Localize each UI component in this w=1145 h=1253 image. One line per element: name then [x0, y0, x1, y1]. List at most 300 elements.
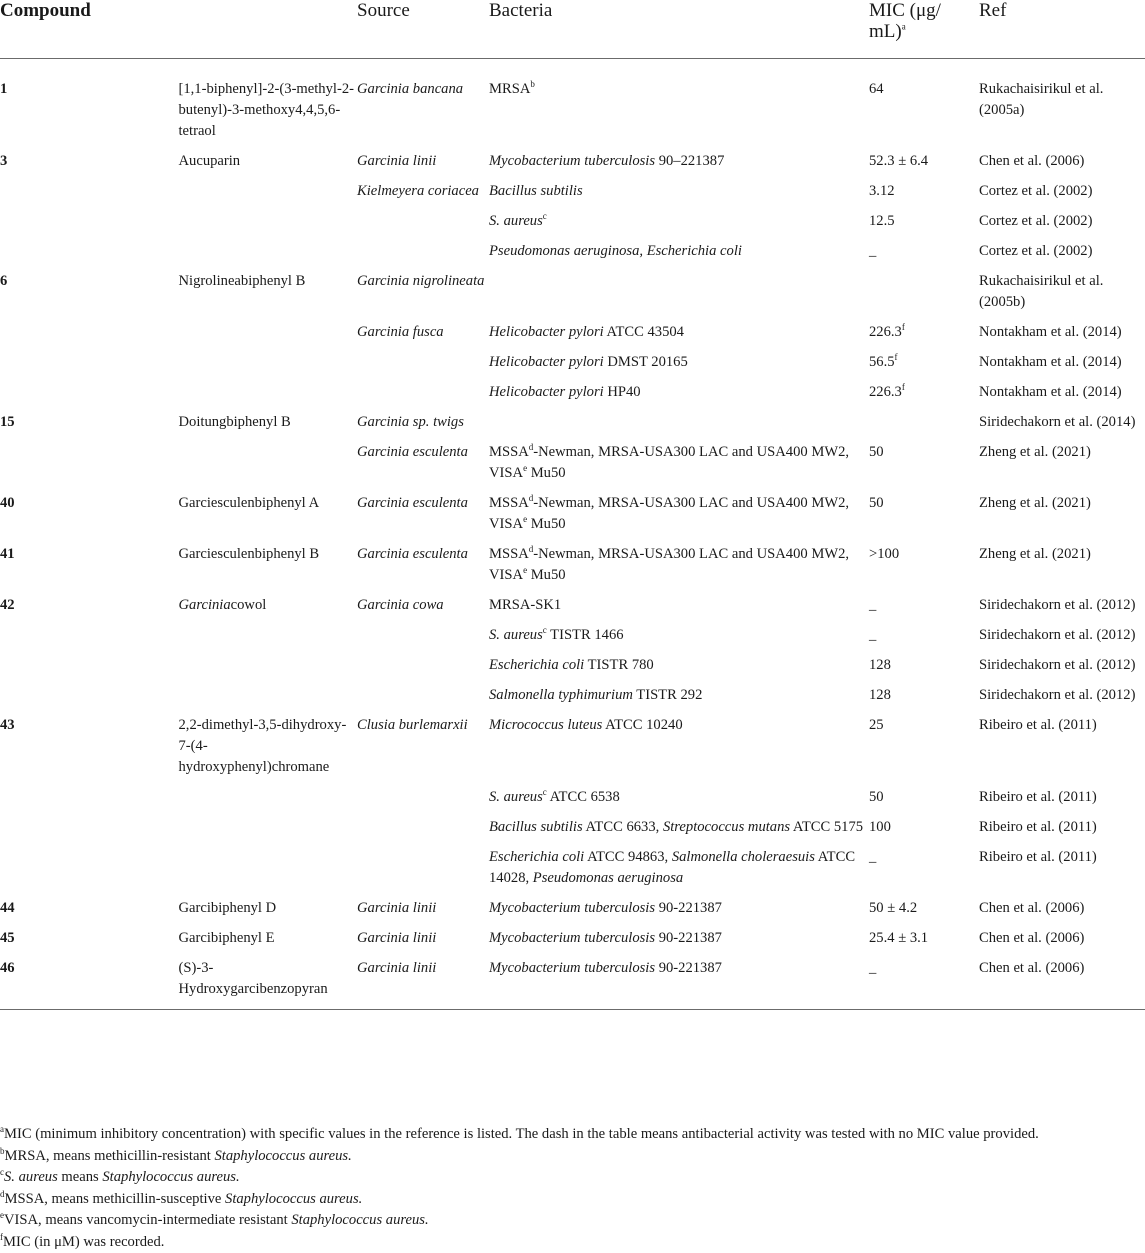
compound-name [179, 890, 358, 920]
footnote-marker: f [895, 352, 898, 362]
footnote-marker: e [523, 514, 527, 524]
reference-cell [979, 263, 1145, 314]
bacteria-cell [489, 344, 869, 374]
footnote-marker: c [543, 625, 547, 635]
reference-cell [979, 647, 1145, 677]
table-row [0, 839, 1145, 890]
text-run: DMST 20165 [604, 354, 688, 370]
text-run: Staphylococcus aureus. [291, 1212, 428, 1228]
table-header-row [0, 0, 1145, 59]
mic-cell [869, 59, 979, 144]
text-run: ATCC 6633, [583, 819, 663, 835]
bacteria-cell [489, 587, 869, 617]
text-run: Garcinia cowa [357, 597, 444, 613]
compound-name [179, 233, 358, 263]
reference-cell [979, 203, 1145, 233]
text-run: ATCC 94863, [584, 849, 672, 865]
compound-number: 42 [0, 587, 179, 617]
compound-name [179, 677, 358, 707]
table-row [0, 647, 1145, 677]
footnote-marker: d [529, 544, 534, 554]
reference-cell [979, 839, 1145, 890]
footnote-marker: c [543, 211, 547, 221]
source-cell [357, 890, 489, 920]
text-run: Ribeiro et al. (2011) [979, 819, 1097, 835]
text-run: ATCC 10240 [602, 717, 682, 733]
text-run: -Newman, MRSA-USA300 LAC and USA400 MW2, VISA [489, 444, 849, 481]
mic-cell [869, 344, 979, 374]
text-run: ATCC 14028, [489, 849, 855, 886]
footnote-marker: f [0, 1232, 3, 1242]
compound-number [0, 314, 179, 344]
text-run: MSSA [489, 495, 529, 511]
footnotes [0, 1124, 1145, 1253]
source-cell [357, 374, 489, 404]
mic-cell [869, 950, 979, 1010]
source-cell [357, 920, 489, 950]
text-run: Garcinia esculenta [357, 546, 468, 562]
compound-name [179, 809, 358, 839]
source-cell [357, 485, 489, 536]
text-run: _ [869, 627, 876, 643]
table-row [0, 434, 1145, 485]
text-run: 50 [869, 495, 884, 511]
text-run: Escherichia coli [489, 849, 584, 865]
source-cell [357, 173, 489, 203]
text-run: 128 [869, 687, 891, 703]
footnote-marker: d [529, 442, 534, 452]
mic-cell [869, 314, 979, 344]
compound-name [179, 617, 358, 647]
text-run: Cortez et al. (2002) [979, 243, 1092, 259]
text-run: Mycobacterium tuberculosis [489, 960, 655, 976]
text-run: MIC (minimum inhibitory concentration) with specific values in the reference is listed. The dash in the table means antibacterial activity was tested with no MIC value provided. [4, 1126, 1039, 1142]
text-run: Cortez et al. (2002) [979, 183, 1092, 199]
source-cell [357, 536, 489, 587]
text-run: Garcinia esculenta [357, 444, 468, 460]
compound-number: 1 [0, 59, 179, 144]
compound-name [179, 59, 358, 144]
compound-number: 40 [0, 485, 179, 536]
text-run: means [58, 1169, 103, 1185]
text-run: Garcinia bancana [357, 81, 463, 97]
compound-number: 43 [0, 707, 179, 779]
footnote [0, 1124, 1145, 1146]
header-source: Source [357, 0, 489, 59]
source-cell [357, 263, 489, 314]
bacteria-cell [489, 890, 869, 920]
text-run: 90-221387 [655, 960, 722, 976]
text-run: _ [869, 243, 876, 259]
text-run: Salmonella choleraesuis [672, 849, 815, 865]
text-run: MRSA, means methicillin-resistant [5, 1148, 215, 1164]
text-run: Escherichia coli [489, 657, 584, 673]
text-run: Siridechakorn et al. (2014) [979, 414, 1135, 430]
text-run: Garcinia fusca [357, 324, 444, 340]
table-row [0, 263, 1145, 314]
reference-cell [979, 59, 1145, 144]
mic-cell [869, 536, 979, 587]
text-run: Garciesculenbiphenyl B [179, 546, 320, 562]
source-cell [357, 617, 489, 647]
text-run: Salmonella typhimurium [489, 687, 633, 703]
reference-cell [979, 233, 1145, 263]
compound-number: 46 [0, 950, 179, 1010]
table-row [0, 950, 1145, 1010]
text-run: Nontakham et al. (2014) [979, 354, 1122, 370]
bacteria-cell [489, 647, 869, 677]
table-row [0, 617, 1145, 647]
text-run: 226.3 [869, 384, 902, 400]
text-run: MRSA-SK1 [489, 597, 561, 613]
bacteria-cell [489, 809, 869, 839]
source-cell [357, 314, 489, 344]
reference-cell [979, 587, 1145, 617]
text-run: (S)-3-Hydroxygarcibenzopyran [179, 960, 328, 997]
table-row [0, 314, 1145, 344]
text-run: MSSA [489, 444, 529, 460]
header-bacteria: Bacteria [489, 0, 869, 59]
text-run: S. aureus [489, 627, 543, 643]
compound-number [0, 647, 179, 677]
mic-cell [869, 203, 979, 233]
text-run: Zheng et al. (2021) [979, 444, 1091, 460]
table-row [0, 920, 1145, 950]
table-row [0, 890, 1145, 920]
compound-number [0, 779, 179, 809]
compound-number: 45 [0, 920, 179, 950]
source-cell [357, 203, 489, 233]
text-run: 90–221387 [655, 153, 724, 169]
text-run: MIC (in μM) was recorded. [3, 1234, 164, 1250]
reference-cell [979, 404, 1145, 434]
text-run: Garcinia linii [357, 960, 436, 976]
text-run: Rukachaisirikul et al. (2005b) [979, 273, 1103, 310]
footnote-marker: d [0, 1189, 5, 1199]
bacteria-cell [489, 677, 869, 707]
mic-cell [869, 617, 979, 647]
text-run: 56.5 [869, 354, 895, 370]
bacteria-cell [489, 950, 869, 1010]
table-row [0, 59, 1145, 144]
text-run: S. aureus [489, 789, 543, 805]
source-cell [357, 404, 489, 434]
text-run: 50 [869, 789, 884, 805]
compound-name [179, 839, 358, 890]
mic-cell [869, 263, 979, 314]
header-mic: MIC (μg/ mL)$^a$ [869, 0, 979, 59]
text-run: Chen et al. (2006) [979, 900, 1084, 916]
bacteria-cell [489, 374, 869, 404]
source-cell [357, 587, 489, 617]
text-run: Zheng et al. (2021) [979, 546, 1091, 562]
text-run: 226.3 [869, 324, 902, 340]
text-run: Micrococcus luteus [489, 717, 602, 733]
source-cell [357, 647, 489, 677]
mic-cell [869, 707, 979, 779]
text-run: Staphylococcus aureus. [102, 1169, 239, 1185]
text-run: -Newman, MRSA-USA300 LAC and USA400 MW2, VISA [489, 546, 849, 583]
text-run: Garcibiphenyl E [179, 930, 275, 946]
bacteria-cell [489, 839, 869, 890]
mic-cell [869, 647, 979, 677]
mic-cell [869, 839, 979, 890]
compound-number: 41 [0, 536, 179, 587]
text-run: Mu50 [527, 516, 566, 532]
footnote-marker: d [529, 493, 534, 503]
text-run: Nigrolineabiphenyl B [179, 273, 306, 289]
mic-cell [869, 233, 979, 263]
source-cell [357, 677, 489, 707]
text-run: Mu50 [527, 465, 566, 481]
text-run: Helicobacter pylori [489, 384, 604, 400]
footnote-marker: e [523, 463, 527, 473]
mic-cell [869, 404, 979, 434]
bacteria-cell [489, 314, 869, 344]
text-run: 25 [869, 717, 884, 733]
text-run: Siridechakorn et al. (2012) [979, 657, 1135, 673]
text-run: 2,2-dimethyl-3,5-dihydroxy-7-(4-hydroxyphenyl)chromane [179, 717, 347, 775]
mic-cell [869, 374, 979, 404]
text-run: Garcinia esculenta [357, 495, 468, 511]
mic-cell [869, 587, 979, 617]
footnote-marker: b [530, 79, 535, 89]
footnote-marker: a [0, 1124, 4, 1134]
text-run: Garcinia linii [357, 930, 436, 946]
compound-number [0, 173, 179, 203]
compound-name [179, 587, 358, 617]
text-run: Chen et al. (2006) [979, 930, 1084, 946]
reference-cell [979, 434, 1145, 485]
text-run: 25.4 ± 3.1 [869, 930, 928, 946]
compound-name [179, 344, 358, 374]
bacteria-cell [489, 173, 869, 203]
text-run: S. aureus [4, 1169, 58, 1185]
reference-cell [979, 707, 1145, 779]
bacteria-cell [489, 779, 869, 809]
source-cell [357, 950, 489, 1010]
mic-cell [869, 920, 979, 950]
compound-number [0, 374, 179, 404]
text-run: -Newman, MRSA-USA300 LAC and USA400 MW2, VISA [489, 495, 849, 532]
compound-number [0, 203, 179, 233]
header-ref: Ref [979, 0, 1145, 59]
text-run: Siridechakorn et al. (2012) [979, 597, 1135, 613]
table-body [0, 59, 1145, 1010]
table-row [0, 677, 1145, 707]
compound-number [0, 809, 179, 839]
text-run: Cortez et al. (2002) [979, 213, 1092, 229]
compound-name [179, 647, 358, 677]
compound-number [0, 233, 179, 263]
bacteria-cell [489, 434, 869, 485]
compound-name [179, 536, 358, 587]
compound-number [0, 434, 179, 485]
text-run: Nontakham et al. (2014) [979, 384, 1122, 400]
source-cell [357, 143, 489, 173]
source-cell [357, 839, 489, 890]
text-run: TISTR 1466 [547, 627, 624, 643]
source-cell [357, 59, 489, 144]
text-run: Mycobacterium tuberculosis [489, 900, 655, 916]
text-run: Ribeiro et al. (2011) [979, 717, 1097, 733]
bacteria-cell [489, 263, 869, 314]
footnote-marker: e [0, 1210, 4, 1220]
footnote-marker: f [902, 382, 905, 392]
text-run: Siridechakorn et al. (2012) [979, 627, 1135, 643]
text-run: Garcinia sp. twigs [357, 414, 464, 430]
compound-name [179, 404, 358, 434]
footnote-marker: e [523, 565, 527, 575]
reference-cell [979, 617, 1145, 647]
text-run: Garcinia nigrolineata [357, 273, 484, 289]
compound-name [179, 485, 358, 536]
source-cell [357, 809, 489, 839]
mic-cell [869, 173, 979, 203]
reference-cell [979, 920, 1145, 950]
source-cell [357, 233, 489, 263]
reference-cell [979, 374, 1145, 404]
footnote-marker: c [543, 787, 547, 797]
text-run: Garcinia linii [357, 900, 436, 916]
text-run: Kielmeyera coriacea [357, 183, 479, 199]
mic-cell [869, 890, 979, 920]
compound-number [0, 839, 179, 890]
table-row [0, 344, 1145, 374]
text-run: Bacillus subtilis [489, 183, 583, 199]
text-run: Staphylococcus aureus. [214, 1148, 351, 1164]
text-run: S. aureus [489, 213, 543, 229]
header-compound: Compound [0, 0, 357, 59]
text-run: HP40 [604, 384, 641, 400]
bacteria-cell [489, 536, 869, 587]
text-run: Siridechakorn et al. (2012) [979, 687, 1135, 703]
table-row [0, 203, 1145, 233]
reference-cell [979, 779, 1145, 809]
reference-cell [979, 173, 1145, 203]
text-run: Rukachaisirikul et al. (2005a) [979, 81, 1103, 118]
text-run: Mu50 [527, 567, 566, 583]
text-run: Clusia burlemarxii [357, 717, 468, 733]
text-run: Garcibiphenyl D [179, 900, 277, 916]
footnote-marker: f [902, 322, 905, 332]
text-run: Garcinia [179, 597, 231, 613]
compound-name [179, 920, 358, 950]
text-run: Bacillus subtilis [489, 819, 583, 835]
text-run: Zheng et al. (2021) [979, 495, 1091, 511]
text-run: 128 [869, 657, 891, 673]
table-row [0, 809, 1145, 839]
compound-number: 15 [0, 404, 179, 434]
text-run: Helicobacter pylori [489, 324, 604, 340]
text-run: _ [869, 960, 876, 976]
compound-name [179, 434, 358, 485]
footnote [0, 1146, 1145, 1168]
text-run: 50 ± 4.2 [869, 900, 917, 916]
table-row [0, 374, 1145, 404]
compound-number [0, 344, 179, 374]
table-row [0, 707, 1145, 779]
compound-name [179, 374, 358, 404]
text-run: Aucuparin [179, 153, 241, 169]
bacteria-cell [489, 404, 869, 434]
table-row [0, 143, 1145, 173]
text-run: cowol [231, 597, 267, 613]
text-run: Ribeiro et al. (2011) [979, 849, 1097, 865]
compound-name [179, 779, 358, 809]
footnote [0, 1189, 1145, 1211]
text-run: Nontakham et al. (2014) [979, 324, 1122, 340]
text-run: ATCC 43504 [604, 324, 684, 340]
text-run: Mycobacterium tuberculosis [489, 930, 655, 946]
footnote-marker: c [0, 1167, 4, 1177]
text-run: Pseudomonas aeruginosa, Escherichia coli [489, 243, 742, 259]
text-run: 12.5 [869, 213, 895, 229]
compound-number [0, 677, 179, 707]
footnote [0, 1232, 1145, 1253]
text-run: Chen et al. (2006) [979, 153, 1084, 169]
bacteria-cell [489, 617, 869, 647]
text-run: Staphylococcus aureus. [225, 1191, 362, 1207]
mic-cell [869, 143, 979, 173]
reference-cell [979, 536, 1145, 587]
mic-cell [869, 677, 979, 707]
bacteria-cell [489, 143, 869, 173]
table-row [0, 173, 1145, 203]
compound-name [179, 950, 358, 1010]
text-run: >100 [869, 546, 899, 562]
mic-cell [869, 434, 979, 485]
compound-name [179, 707, 358, 779]
mic-cell [869, 485, 979, 536]
text-run: ATCC 5175 [790, 819, 863, 835]
text-run: MRSA [489, 81, 530, 97]
bacteria-cell [489, 485, 869, 536]
compound-number: 6 [0, 263, 179, 314]
source-cell [357, 707, 489, 779]
reference-cell [979, 143, 1145, 173]
reference-cell [979, 677, 1145, 707]
reference-cell [979, 950, 1145, 1010]
table-row [0, 404, 1145, 434]
compound-name [179, 173, 358, 203]
text-run: _ [869, 849, 876, 865]
table-row [0, 587, 1145, 617]
reference-cell [979, 485, 1145, 536]
table-row [0, 485, 1145, 536]
compound-name [179, 143, 358, 173]
text-run: Chen et al. (2006) [979, 960, 1084, 976]
bacteria-cell [489, 59, 869, 144]
footnote [0, 1210, 1145, 1232]
text-run: 90-221387 [655, 930, 722, 946]
mic-cell [869, 779, 979, 809]
text-run: [1,1-biphenyl]-2-(3-methyl-2-butenyl)-3-methoxy4,4,5,6-tetraol [179, 81, 354, 139]
footnote [0, 1167, 1145, 1189]
text-run: Mycobacterium tuberculosis [489, 153, 655, 169]
compound-name [179, 203, 358, 233]
table-row [0, 233, 1145, 263]
text-run: MSSA, means methicillin-susceptive [5, 1191, 226, 1207]
text-run: 90-221387 [655, 900, 722, 916]
reference-cell [979, 344, 1145, 374]
table-row [0, 536, 1145, 587]
text-run: _ [869, 597, 876, 613]
bacteria-cell [489, 920, 869, 950]
text-run: 50 [869, 444, 884, 460]
source-cell [357, 434, 489, 485]
mic-cell [869, 809, 979, 839]
